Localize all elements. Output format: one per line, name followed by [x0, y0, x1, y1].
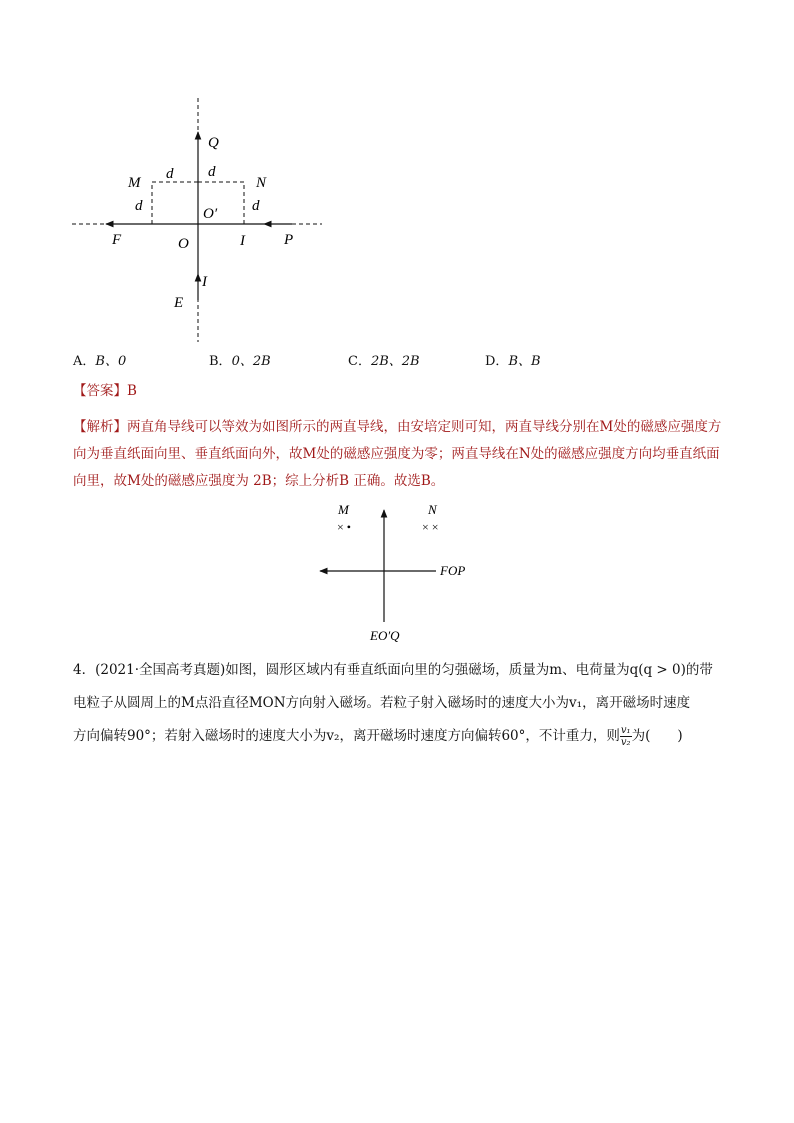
question-text-3b: 为( ) [631, 728, 683, 744]
label-n2: N [428, 502, 437, 517]
wire-diagram [60, 92, 340, 347]
question-source: (2021·全国高考真题) [95, 662, 226, 678]
answer-line [73, 378, 723, 405]
answer-choices [73, 350, 773, 372]
label-d-right: d [252, 198, 260, 214]
velocity-ratio-fraction: $\frac{\text{v₁}}{\text{v₂}}$ [620, 725, 631, 748]
question-4-line-1 [73, 654, 723, 687]
question-text-2: 电粒子从圆周上的M点沿直径MON方向射入磁场。若粒子射入磁场时的速度大小为v₁，离开磁场时速度 [73, 695, 691, 711]
answer-tag: 【答案】 [73, 383, 127, 399]
question-text-3a: 方向偏转90°；若射入磁场时的速度大小为v₂，离开磁场时速度方向偏转60°，不计重力，则 [73, 728, 620, 744]
label-e: E [174, 295, 184, 311]
choice-d[interactable]: D．B、B [485, 354, 541, 369]
field-symbols-n: × × [422, 520, 439, 534]
analysis-paragraph [73, 414, 723, 495]
label-d-top-right: d [208, 164, 216, 180]
label-i-vertical: I [202, 274, 207, 290]
choice-b[interactable]: B．0、2B [209, 354, 271, 369]
label-n: N [256, 175, 267, 191]
label-m: M [128, 175, 141, 191]
question-text-1: 如图，圆形区域内有垂直纸面向里的匀强磁场，质量为m、电荷量为q(q > 0)的带 [225, 662, 713, 678]
question-number: 4． [73, 662, 96, 678]
label-m2: M [338, 502, 349, 517]
field-symbols-m: × • [337, 520, 351, 534]
answer-value: B [127, 383, 137, 399]
label-o: O [178, 236, 189, 252]
choice-a[interactable]: A．B、0 [73, 354, 127, 369]
label-eoq: EO′Q [370, 628, 400, 643]
question-4-line-3 [73, 720, 723, 753]
label-f: F [112, 232, 122, 248]
analysis-tag: 【解析】 [73, 419, 127, 435]
label-d-top-left: d [166, 166, 174, 182]
equivalent-wires-diagram [300, 500, 500, 650]
label-p: P [284, 232, 294, 248]
question-4 [73, 654, 723, 753]
choice-c[interactable]: C．2B、2B [348, 354, 420, 369]
label-i-horizontal: I [240, 233, 245, 249]
analysis-text: 两直角导线可以等效为如图所示的两直导线，由安培定则可知，两直导线分别在M处的磁感应强度方向为垂直纸面向里、垂直纸面向外，故M处的磁感应强度为零；两直导线在N处的磁感应强度方向均垂直纸面向里，故M处的磁感应强度为 2B；综上分析B 正确。故选B。 [73, 419, 722, 489]
label-q: Q [208, 135, 219, 151]
label-fop: FOP [440, 563, 466, 578]
question-4-line-2 [73, 687, 723, 720]
label-d-left: d [135, 198, 143, 214]
dashed-square-left [152, 182, 198, 224]
label-o-prime: O′ [203, 206, 218, 222]
